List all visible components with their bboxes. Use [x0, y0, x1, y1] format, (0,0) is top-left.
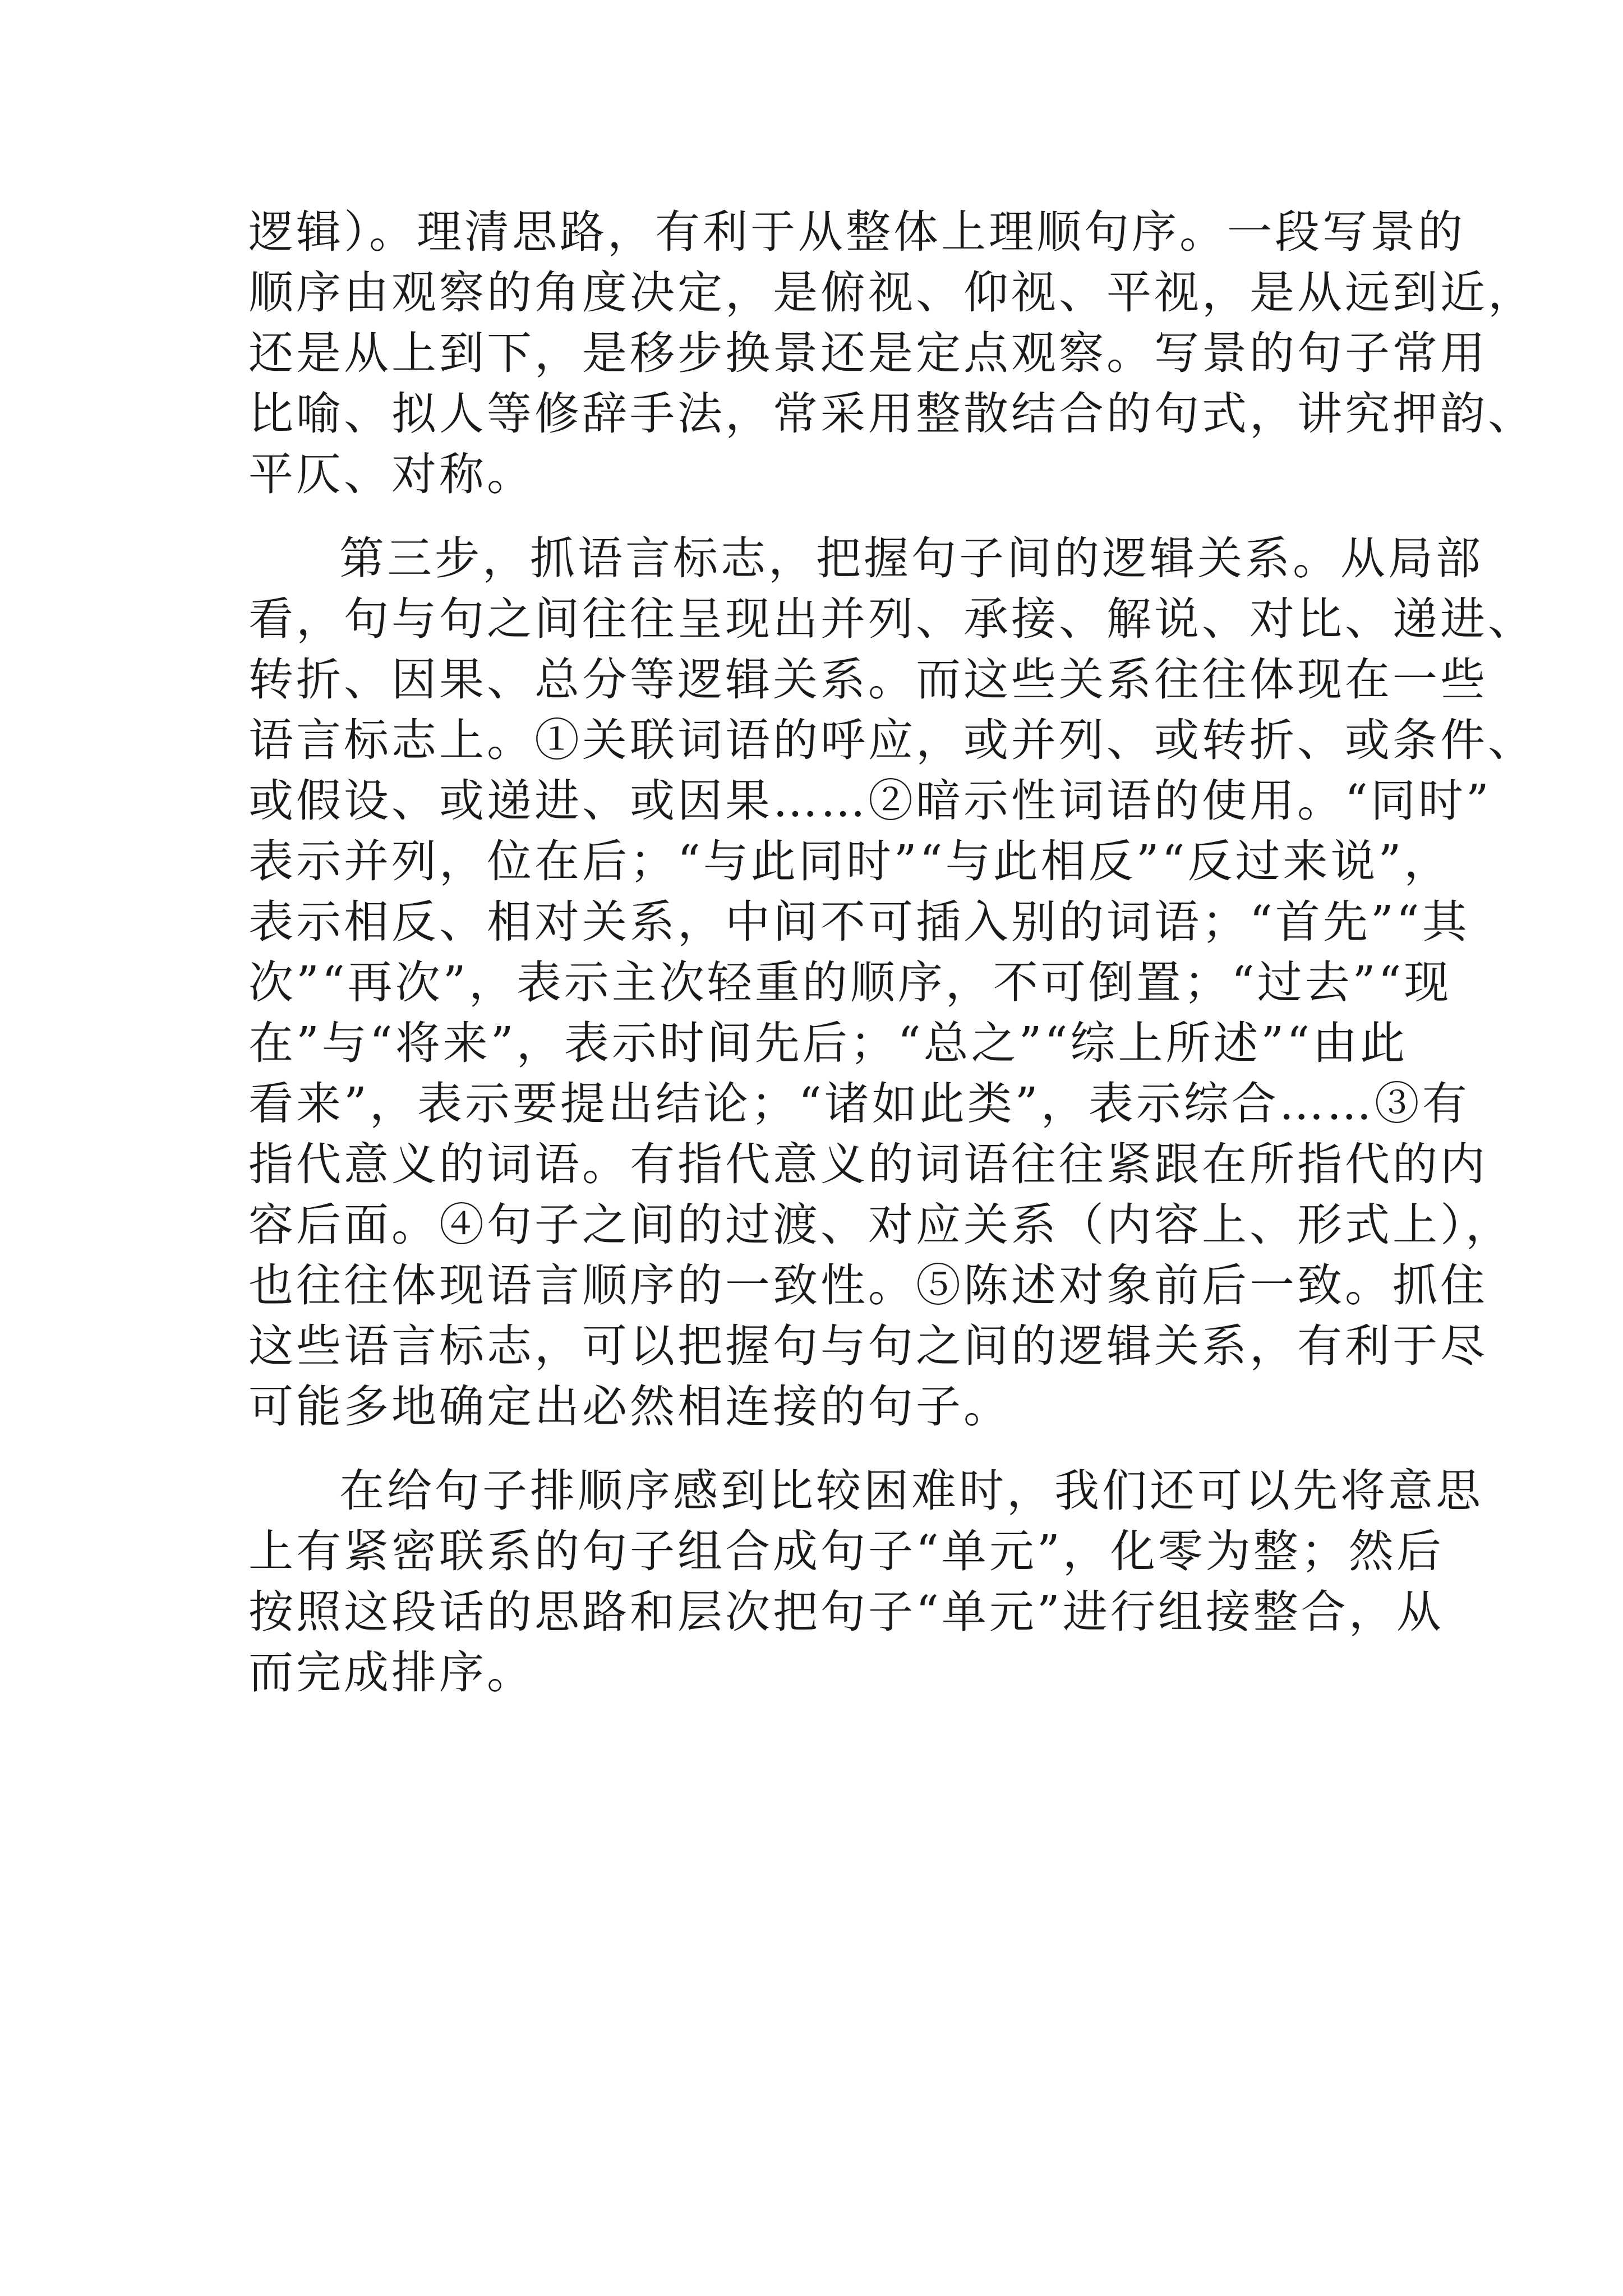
- text-line: 或假设、或递进、或因果……②暗示性词语的使用。“同时”: [248, 775, 1492, 827]
- text-line: 而完成排序。: [248, 1646, 534, 1699]
- paragraph-3: [248, 1461, 1483, 1703]
- paragraph-2: [248, 528, 1536, 1437]
- text-line: 看来”，表示要提出结论；“诸如此类”，表示综合……③有: [248, 1078, 1470, 1130]
- text-line: 转折、因果、总分等逻辑关系。而这些关系往往体现在一些: [248, 654, 1488, 706]
- text-line: 次”“再次”，表示主次轻重的顺序，不可倒置；“过去”“现: [248, 956, 1452, 1009]
- text-line: 还是从上到下，是移步换景还是定点观察。写景的句子常用: [248, 327, 1488, 379]
- text-line: 顺序由观察的角度决定，是俯视、仰视、平视，是从远到近，: [248, 266, 1536, 319]
- text-line: 第三步，抓语言标志，把握句子间的逻辑关系。从局部: [339, 532, 1483, 585]
- text-line: 看，句与句之间往往呈现出并列、承接、解说、对比、递进、: [248, 593, 1536, 645]
- text-line: 在给句子排顺序感到比较困难时，我们还可以先将意思: [339, 1465, 1483, 1517]
- body-text: [248, 202, 1536, 1703]
- text-line: 在”与“将来”，表示时间先后；“总之”“综上所述”“由此: [248, 1017, 1408, 1069]
- text-line: 按照这段话的思路和层次把句子“单元”进行组接整合，从: [248, 1586, 1444, 1638]
- text-line: 表示相反、相对关系，中间不可插入别的词语；“首先”“其: [248, 896, 1470, 948]
- text-line: 表示并列，位在后；“与此同时”“与此相反”“反过来说”，: [248, 835, 1452, 887]
- text-line: 上有紧密联系的句子组合成句子“单元”，化零为整；然后: [248, 1525, 1444, 1577]
- text-line: 平仄、对称。: [248, 448, 534, 500]
- text-line: 语言标志上。①关联词语的呼应，或并列、或转折、或条件、: [248, 714, 1536, 766]
- text-line: 比喻、拟人等修辞手法，常采用整散结合的句式，讲究押韵、: [248, 388, 1536, 440]
- paragraph-1: [248, 202, 1536, 505]
- text-line: 这些语言标志，可以把握句与句之间的逻辑关系，有利于尽: [248, 1320, 1488, 1372]
- text-line: 也往往体现语言顺序的一致性。⑤陈述对象前后一致。抓住: [248, 1259, 1488, 1312]
- text-line: 容后面。④句子之间的过渡、对应关系（内容上、形式上），: [248, 1199, 1513, 1251]
- text-line: 指代意义的词语。有指代意义的词语往往紧跟在所指代的内: [248, 1138, 1488, 1190]
- text-line: 逻辑）。理清思路，有利于从整体上理顺句序。一段写景的: [248, 206, 1465, 258]
- text-line: 可能多地确定出必然相连接的句子。: [248, 1381, 1011, 1433]
